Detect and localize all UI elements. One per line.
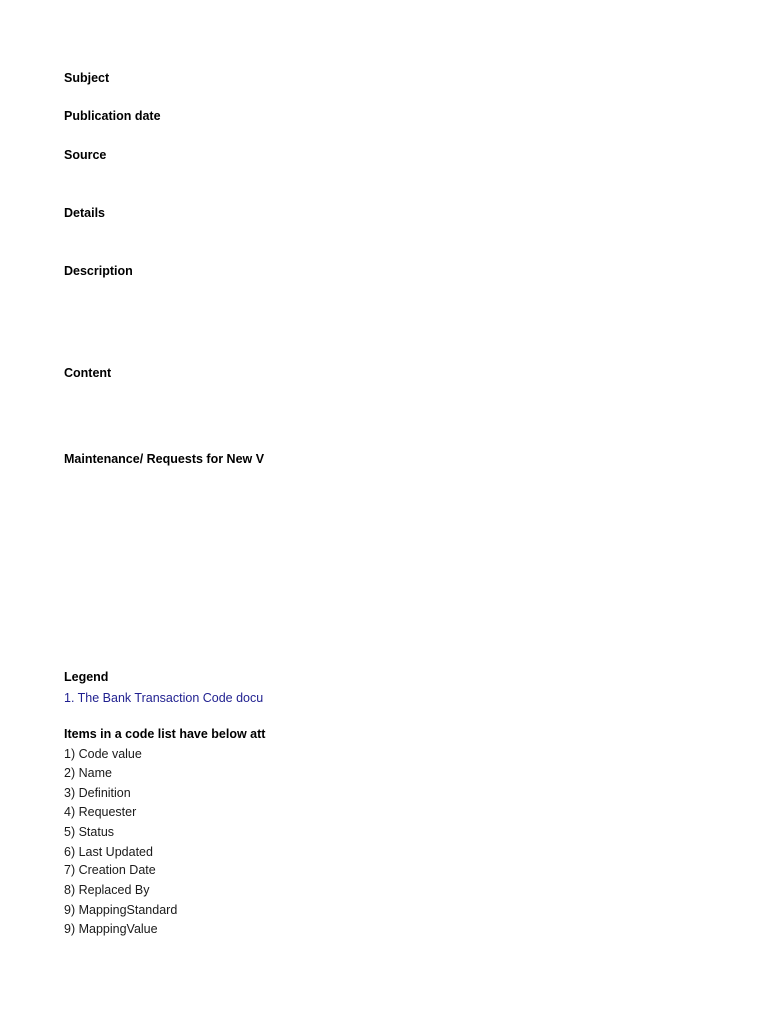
- list-item: 9) MappingStandard: [64, 903, 178, 917]
- attributes-heading: Items in a code list have below att: [64, 727, 266, 741]
- list-item: 8) Replaced By: [64, 883, 150, 897]
- list-item: 3) Definition: [64, 786, 131, 800]
- list-item: 5) Status: [64, 825, 115, 839]
- maintenance-label: Maintenance/ Requests for New V: [64, 452, 265, 466]
- subject-label: Subject: [64, 71, 110, 85]
- list-item: 2) Name: [64, 766, 112, 780]
- publication-date-label: Publication date: [64, 109, 161, 123]
- list-item: 7) Creation Date: [64, 863, 156, 877]
- legend-note-link[interactable]: 1. The Bank Transaction Code docu: [64, 691, 264, 705]
- legend-label: Legend: [64, 670, 109, 684]
- details-label: Details: [64, 206, 105, 220]
- list-item: 6) Last Updated: [64, 845, 153, 859]
- list-item: 9) MappingValue: [64, 922, 158, 936]
- list-item: 4) Requester: [64, 805, 137, 819]
- description-label: Description: [64, 264, 133, 278]
- content-label: Content: [64, 366, 112, 380]
- source-label: Source: [64, 148, 107, 162]
- list-item: 1) Code value: [64, 747, 142, 761]
